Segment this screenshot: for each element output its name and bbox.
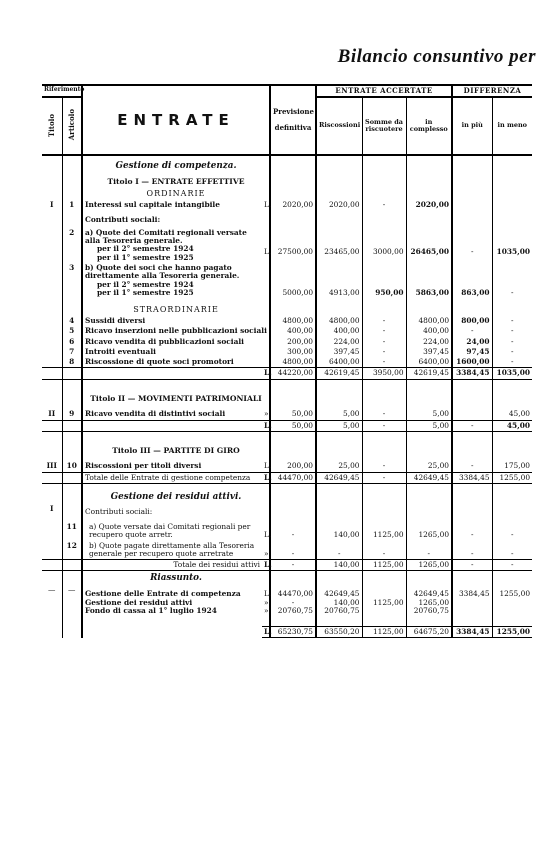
- row-complesso: -: [406, 541, 452, 560]
- total-row: [42, 472, 532, 483]
- row-somme: -: [362, 337, 406, 347]
- row-complesso: 1265,00: [406, 517, 452, 541]
- row-complesso: 5863,00: [406, 263, 452, 298]
- row-semestre: per il 2° semestre 1924: [97, 279, 194, 289]
- row-articolo: 5: [62, 326, 82, 336]
- row-complesso: 26465,00: [406, 225, 452, 263]
- row-in-piu: 863,00: [452, 263, 492, 298]
- in-meno-header: in meno: [492, 97, 532, 155]
- row-desc: a) Quote dei Comitati regionali versate alla Tesoreria generale.: [85, 227, 247, 246]
- row-desc: Introiti eventuali: [82, 347, 270, 357]
- total-riscossioni: 140,00: [316, 560, 362, 571]
- row-in-piu: 3384,45: [458, 589, 490, 599]
- row-articolo: 1: [62, 200, 82, 210]
- riassunto-fondo: Fondo di cassa al 1° luglio 1924: [85, 605, 217, 615]
- row-articolo: 9: [62, 404, 82, 420]
- row-lire: »: [264, 548, 269, 558]
- table-row: [42, 357, 532, 368]
- row-in-piu: -: [452, 225, 492, 263]
- total-somme: -: [362, 420, 406, 431]
- section-residui: Gestione dei residui attivi.: [82, 483, 270, 503]
- previsione-line2: definitiva: [274, 123, 312, 132]
- table-row: [42, 456, 532, 472]
- table-row: [42, 347, 532, 357]
- row-previsione: 5000,00: [270, 263, 316, 298]
- row-in-piu: 24,00: [452, 337, 492, 347]
- row-desc: Interessi sul capitale intangibile: [82, 200, 262, 210]
- row-somme: -: [362, 456, 406, 472]
- differenza-header: DIFFERENZA: [452, 85, 532, 97]
- row-lire: »: [264, 597, 269, 607]
- total-in-meno: 1255,00: [492, 627, 532, 638]
- row-articolo: 3: [62, 263, 82, 298]
- row-complesso: 224,00: [406, 337, 452, 347]
- row-riscossioni: 42649,45: [324, 589, 360, 599]
- row-lire: »: [264, 605, 269, 615]
- row-previsione: 27500,00: [270, 225, 316, 263]
- row-in-piu: 800,00: [452, 316, 492, 326]
- total-somme: -: [362, 472, 406, 483]
- table-row: [42, 225, 532, 263]
- total-desc: Totale dei residui attivi: [82, 560, 262, 571]
- riassunto-competenza: Gestione delle Entrate di competenza: [85, 589, 241, 599]
- row-riscossioni: 20760,75: [324, 605, 360, 615]
- total-previsione: 44470,00: [270, 472, 316, 483]
- row-previsione: -: [270, 517, 316, 541]
- row-previsione: 200,00: [270, 337, 316, 347]
- row-lire: L.: [264, 589, 272, 599]
- row-in-meno: -: [492, 347, 532, 357]
- row-desc: Riscossione di quote soci promotori: [82, 357, 270, 368]
- row-riscossioni: 5,00: [316, 404, 362, 420]
- row-riscossioni: 6400,00: [316, 357, 362, 368]
- row-titolo: II: [48, 409, 56, 419]
- total-lire: L.: [264, 472, 272, 482]
- row-articolo: 2: [62, 225, 82, 263]
- row-in-meno: -: [492, 337, 532, 347]
- total-somme: 1125,00: [362, 560, 406, 571]
- row-previsione: 20760,75: [277, 605, 314, 615]
- total-lire: L.: [264, 560, 272, 570]
- total-somme: 3950,00: [362, 368, 406, 379]
- row-previsione: 4800,00: [270, 357, 316, 368]
- ledger-table: [42, 84, 532, 638]
- row-lire: L.: [264, 247, 272, 257]
- total-complesso: 42619,45: [406, 368, 452, 379]
- total-previsione: 65230,75: [270, 627, 316, 638]
- total-desc: Totale delle Entrate di gestione competenza: [82, 472, 262, 483]
- total-in-meno: 45,00: [492, 420, 532, 431]
- row-riscossioni: 400,00: [316, 326, 362, 336]
- row-titolo: I: [50, 503, 54, 513]
- straordinarie-heading: STRAORDINARIE: [82, 298, 270, 316]
- table-row: [42, 337, 532, 347]
- section-riassunto: Riassunto.: [82, 571, 270, 585]
- row-somme: -: [362, 316, 406, 326]
- total-in-meno: -: [492, 560, 532, 571]
- row-complesso: 6400,00: [406, 357, 452, 368]
- table-row: [42, 541, 532, 560]
- row-in-meno: -: [492, 517, 532, 541]
- total-riscossioni: 42649,45: [316, 472, 362, 483]
- row-in-meno: -: [492, 263, 532, 298]
- row-in-piu: 1600,00: [452, 357, 492, 368]
- row-articolo: 10: [62, 456, 82, 472]
- total-previsione: 50,00: [270, 420, 316, 431]
- row-in-piu: -: [452, 456, 492, 472]
- row-riscossioni: 23465,00: [316, 225, 362, 263]
- row-complesso: 5,00: [406, 404, 452, 420]
- page-title: Bilancio consuntivo per: [337, 46, 536, 67]
- row-complesso: 1265,00: [418, 597, 450, 607]
- row-previsione: 44470,00: [277, 589, 314, 599]
- row-previsione: -: [270, 541, 316, 560]
- table-row: [42, 316, 532, 326]
- row-somme: 1125,00: [362, 517, 406, 541]
- row-titolo: III: [46, 461, 57, 471]
- contributi-label: Contributi sociali:: [82, 504, 270, 517]
- row-in-piu: -: [452, 517, 492, 541]
- total-complesso: 42649,45: [406, 472, 452, 483]
- table-row: [42, 404, 532, 420]
- total-riscossioni: 63550,20: [316, 627, 362, 638]
- row-somme: 3000,00: [362, 225, 406, 263]
- total-lire: L.: [264, 627, 272, 637]
- row-in-piu: -: [452, 326, 492, 336]
- titolo-2-heading: Titolo II — MOVIMENTI PATRIMONIALI: [82, 390, 270, 405]
- ordinarie-heading: ORDINARIE: [82, 187, 270, 200]
- row-desc: b) Quote dei soci che hanno pagato direttamente alla Tesoreria generale.: [85, 262, 240, 281]
- row-in-meno: -: [492, 316, 532, 326]
- total-lire: L.: [264, 368, 272, 378]
- row-in-meno: -: [492, 326, 532, 336]
- in-piu-header: in più: [452, 97, 492, 155]
- row-previsione: 4800,00: [270, 316, 316, 326]
- total-complesso: 1265,00: [406, 560, 452, 571]
- row-somme: -: [362, 347, 406, 357]
- row-articolo: 4: [62, 316, 82, 326]
- row-riscossioni: 2020,00: [316, 200, 362, 210]
- row-riscossioni: 224,00: [316, 337, 362, 347]
- row-complesso: 2020,00: [406, 200, 452, 210]
- row-articolo: 7: [62, 347, 82, 357]
- row-desc: Ricavo vendita di pubblicazioni sociali: [82, 337, 270, 347]
- row-riscossioni: 397,45: [316, 347, 362, 357]
- total-in-piu: -: [452, 420, 492, 431]
- total-row: [42, 420, 532, 431]
- table-row: — — Gestione delle Entrate di competenza Gestione dei residui attivi Fondo di cassa al 1° luglio 1924 L. » » 44470,00 - 20760,75 42649,45 140,00 20760,75 1125,00 42649,45 1265,00 20760,75 3384,45 1255,00: [48, 585, 531, 615]
- row-riscossioni: 25,00: [316, 456, 362, 472]
- total-in-meno: 1035,00: [492, 368, 532, 379]
- row-in-meno: 175,00: [492, 456, 532, 472]
- row-somme: -: [362, 404, 406, 420]
- row-lire: L.: [264, 461, 272, 471]
- row-somme: -: [362, 200, 406, 210]
- row-riscossioni: 140,00: [333, 597, 360, 607]
- row-semestre: per il 1° semestre 1925: [97, 287, 194, 297]
- row-in-meno: -: [492, 357, 532, 368]
- row-riscossioni: 140,00: [316, 517, 362, 541]
- row-lire: L.: [264, 530, 272, 540]
- articolo-header: Articolo: [66, 109, 76, 141]
- total-previsione: -: [270, 560, 316, 571]
- somme-header: Somme da riscuotere: [362, 97, 406, 155]
- row-previsione: -: [291, 597, 295, 607]
- total-somme: 1125,00: [362, 627, 406, 638]
- riferimento-header: Riferimento: [42, 85, 82, 97]
- row-in-piu: 97,45: [452, 347, 492, 357]
- total-in-piu: 3384,45: [452, 472, 492, 483]
- complesso-header: in complesso: [406, 97, 452, 155]
- total-in-piu: -: [452, 560, 492, 571]
- row-complesso: 20760,75: [413, 605, 450, 615]
- table-row: [42, 517, 532, 541]
- row-articolo: 6: [62, 337, 82, 347]
- row-in-meno: -: [492, 541, 532, 560]
- riassunto-residui: Gestione dei residui attivi: [85, 597, 193, 607]
- row-complesso: 400,00: [406, 326, 452, 336]
- section-competenza: Gestione di competenza.: [82, 155, 270, 173]
- row-articolo: 8: [62, 357, 82, 368]
- row-semestre: per il 1° semestre 1925: [97, 252, 194, 262]
- row-previsione: 2020,00: [270, 200, 316, 210]
- row-somme: -: [362, 357, 406, 368]
- total-in-meno: 1255,00: [492, 472, 532, 483]
- titolo-header: Titolo: [46, 113, 56, 137]
- total-previsione: 44220,00: [270, 368, 316, 379]
- total-in-piu: 3384,45: [452, 627, 492, 638]
- row-previsione: 50,00: [270, 404, 316, 420]
- row-riscossioni: 4913,00: [316, 263, 362, 298]
- row-riscossioni: 4800,00: [316, 316, 362, 326]
- row-complesso: 42649,45: [413, 589, 450, 599]
- previsione-line1: Previsione: [273, 107, 314, 117]
- row-desc: Sussidi diversi: [82, 316, 270, 326]
- total-complesso: 5,00: [406, 420, 452, 431]
- row-complesso: 397,45: [406, 347, 452, 357]
- row-somme: 1125,00: [372, 597, 404, 607]
- row-previsione: 300,00: [270, 347, 316, 357]
- total-in-piu: 3384,45: [452, 368, 492, 379]
- row-lire: L.: [264, 200, 272, 210]
- row-previsione: 400,00: [270, 326, 316, 336]
- row-in-meno: 1035,00: [492, 225, 532, 263]
- table-row: [42, 263, 532, 298]
- table-row: [42, 326, 532, 336]
- row-somme: -: [362, 326, 406, 336]
- row-riscossioni: -: [316, 541, 362, 560]
- row-complesso: 25,00: [406, 456, 452, 472]
- row-in-meno: 45,00: [492, 404, 532, 420]
- grand-total-row: [42, 627, 532, 638]
- row-semestre: per il 2° semestre 1924: [97, 244, 194, 254]
- titolo-3-heading: Titolo III — PARTITE DI GIRO: [82, 442, 270, 457]
- total-riscossioni: 5,00: [316, 420, 362, 431]
- row-complesso: 4800,00: [406, 316, 452, 326]
- entrate-header: ENTRATE: [82, 85, 270, 155]
- row-desc: Riscossioni per titoli diversi: [82, 456, 262, 472]
- row-desc: a) Quote versate dai Comitati regionali per recupero quote arretr.: [82, 517, 262, 541]
- row-desc: Ricavo inserzioni nelle pubblicazioni sociali: [82, 326, 270, 336]
- table-row: [42, 200, 532, 210]
- total-row: [42, 560, 532, 571]
- row-lire: »: [264, 409, 269, 419]
- row-articolo: 12: [62, 541, 82, 560]
- entrate-accertate-header: ENTRATE ACCERTATE: [316, 85, 452, 97]
- total-riscossioni: 42619,45: [316, 368, 362, 379]
- row-titolo: I: [50, 200, 54, 210]
- row-articolo: 11: [62, 517, 82, 541]
- contributi-label: Contributi sociali:: [82, 211, 270, 225]
- previsione-header: [270, 85, 316, 155]
- row-somme: -: [362, 541, 406, 560]
- row-in-piu: -: [452, 541, 492, 560]
- total-lire: L.: [264, 420, 272, 430]
- row-desc: Ricavo vendita di distintivi sociali: [82, 404, 262, 420]
- row-desc: b) Quote pagate direttamente alla Tesoreria generale per recupero quote arretrate: [82, 541, 262, 560]
- total-row: [42, 368, 532, 379]
- titolo-1-heading: Titolo I — ENTRATE EFFETTIVE: [82, 173, 270, 188]
- row-somme: 950,00: [362, 263, 406, 298]
- total-complesso: 64675,20: [406, 627, 452, 638]
- row-previsione: 200,00: [270, 456, 316, 472]
- riscossioni-header: Riscossioni: [316, 97, 362, 155]
- row-in-meno: 1255,00: [499, 589, 531, 599]
